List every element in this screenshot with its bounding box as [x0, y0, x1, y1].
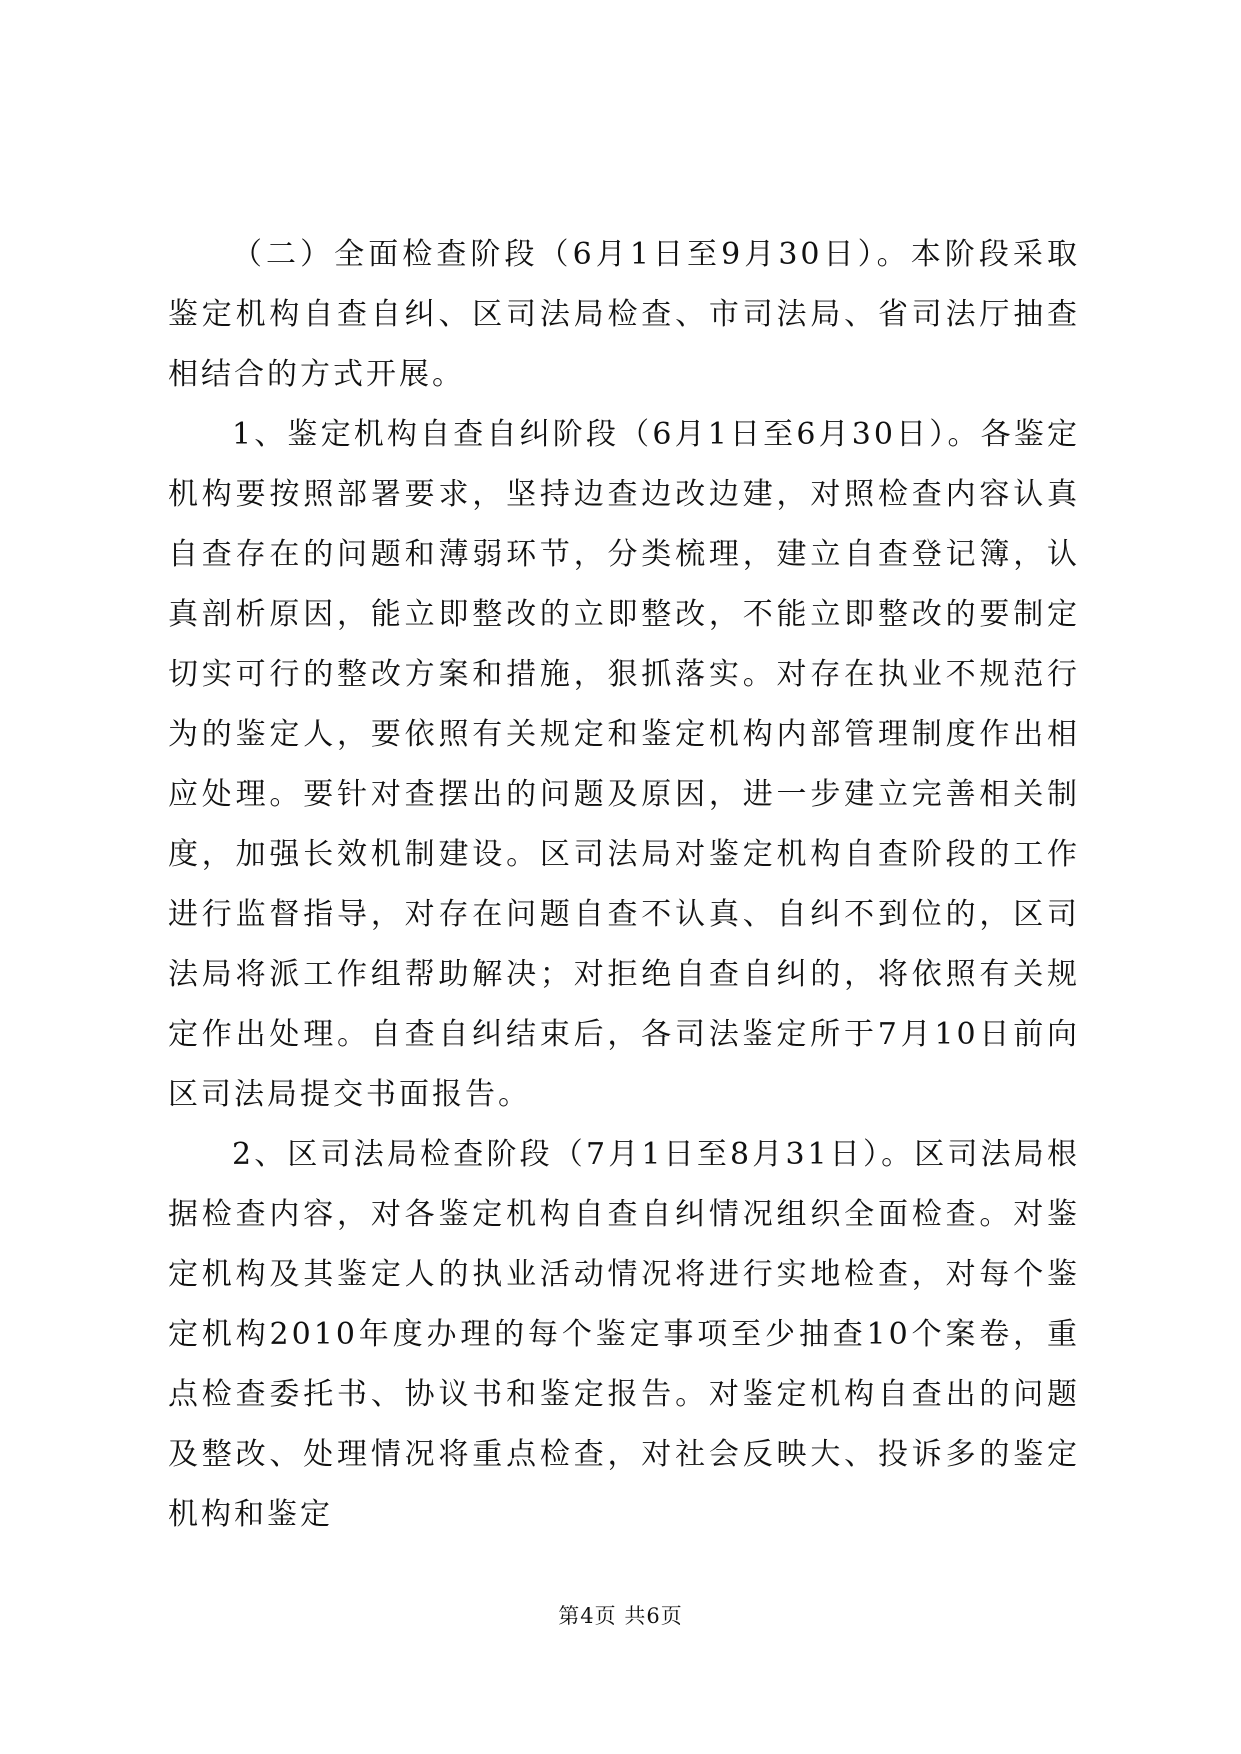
paragraph-district-inspection: 2、区司法局检查阶段（7月1日至8月31日）。区司法局根据检查内容，对各鉴定机构自查自纠情况组织全面检查。对鉴定机构及其鉴定人的执业活动情况将进行实地检查，对每个鉴定机构2010年度办理的每个鉴定事项至少抽查10个案卷，重点检查委托书、协议书和鉴定报告。对鉴定机构自查出的问题及整改、处理情况将重点检查，对社会反映大、投诉多的鉴定机构和鉴定: [168, 1137, 1080, 1532]
page-number-footer: 第4页 共6页: [558, 1604, 683, 1628]
paragraph-phase-two: （二）全面检查阶段（6月1日至9月30日）。本阶段采取鉴定机构自查自纠、区司法局检查、市司法局、省司法厅抽查相结合的方式开展。: [168, 237, 1080, 392]
paragraph-self-inspection: 1、鉴定机构自查自纠阶段（6月1日至6月30日）。各鉴定机构要按照部署要求，坚持边查边改边建，对照检查内容认真自查存在的问题和薄弱环节，分类梳理，建立自查登记簿，认真剖析原因，能立即整改的立即整改，不能立即整改的要制定切实可行的整改方案和措施，狠抓落实。对存在执业不规范行为的鉴定人，要依照有关规定和鉴定机构内部管理制度作出相应处理。要针对查摆出的问题及原因，进一步建立完善相关制度，加强长效机制建设。区司法局对鉴定机构自查阶段的工作进行监督指导，对存在问题自查不认真、自纠不到位的，区司法局将派工作组帮助解决；对拒绝自查自纠的，将依照有关规定作出处理。自查自纠结束后，各司法鉴定所于7月10日前向区司法局提交书面报告。: [168, 417, 1080, 1112]
document-body: [168, 225, 1080, 1545]
